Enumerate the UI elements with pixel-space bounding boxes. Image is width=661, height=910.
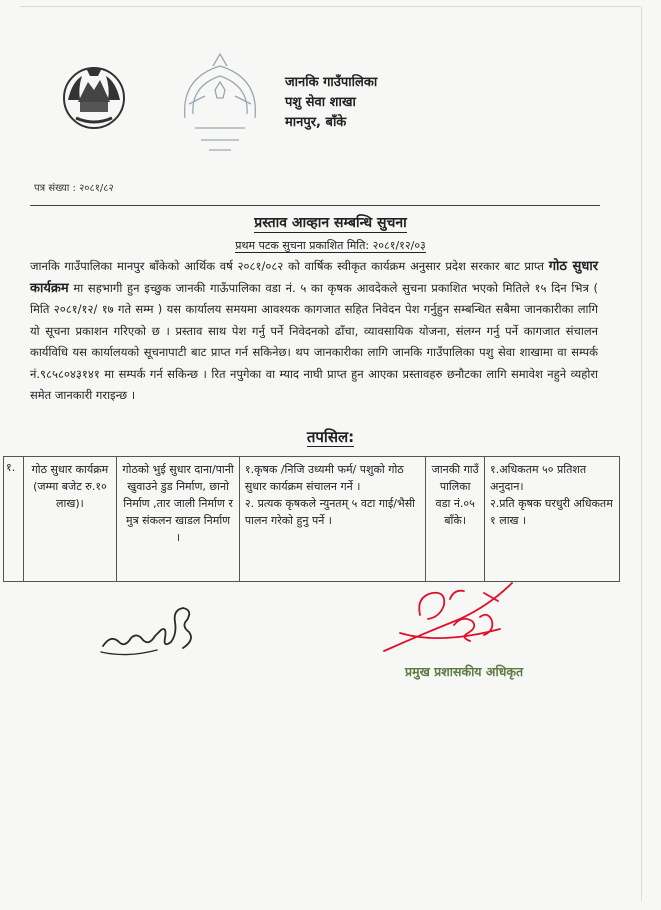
official-signature	[380, 575, 520, 665]
office-name: जानकि गाउँपालिका	[285, 75, 378, 90]
government-emblem-icon	[58, 60, 130, 132]
cell-activities: गोठको भुई सुधार दाना/पानी खुवाउने डुड निर्माण, छानो निर्माण ,तार जाली निर्माण र मुत्र संकलन खाडल निर्माण ।	[117, 457, 240, 582]
body-part-1: जानकि गाउँपालिका मानपुर बाँकेको आर्थिक वर्ष २०८१/०८२ को वार्षिक स्वीकृत कार्यक्रम अनुसार प्रदेश सरकार बाट प्राप्त	[30, 259, 549, 273]
office-header	[285, 73, 377, 133]
notice-body	[30, 256, 598, 407]
cell-program: गोठ सुधार कार्यक्रम (जम्मा बजेट रु.१० लाख)।	[23, 457, 117, 582]
grant-item-2: २.प्रति कृषक घरधुरी अधिकतम १ लाख ।	[490, 497, 613, 527]
office-seal-stamp	[165, 48, 275, 158]
eligibility-item-2: २. प्रत्यक कृषकले न्युनतम् ५ वटा गाई/भैसी पालन गरेको हुनु पर्ने ।	[244, 497, 416, 527]
reference-number: पत्र संख्या : २०८१/८२	[34, 183, 114, 194]
scan-edge-top	[20, 6, 640, 7]
handwritten-initials	[97, 598, 202, 663]
notice-title: प्रस्ताव आव्हान सम्बन्धि सुचना	[254, 215, 407, 231]
header-divider	[30, 205, 600, 206]
cell-serial: १.	[4, 457, 24, 582]
scan-edge-right	[641, 6, 642, 901]
grant-item-1: १.अधिकतम ५० प्रतिशत अनुदान।	[490, 463, 587, 493]
cell-grant	[485, 457, 620, 582]
cell-eligibility	[239, 457, 425, 582]
signatory-title: प्रमुख प्रशासकीय अधिकृत	[405, 664, 524, 679]
cell-location: जानकी गाउँ पालिका वडा नं.०५ बाँके।	[426, 457, 485, 582]
eligibility-item-1: १.कृषक /निजि उध्यमी फर्म/ पशुको गोठ सुधार कार्यक्रम संचालन गर्ने ।	[244, 463, 404, 493]
publication-date-line: प्रथम पटक सुचना प्रकाशित मिति: २०८१/१२/०३	[235, 239, 426, 252]
details-heading: तपसिल:	[306, 428, 355, 446]
body-part-2: मा सहभागी हुन इच्छुक जानकी गाऊँपालिका वडा नं. ५ का कृषक आवदेकले सुचना प्रकाशित भएको मितिले १५ दिन भित्र ( मिति २०८१/१२/ १७ गते सम्म ) यस कार्यालय समयमा आवश्यक कागजात सहित निवेदन पेश गर्नुहुन सम्बन्धित सबैमा जानकारीका लागि यो सूचना प्रकाशन गरिएको छ । प्रस्ताव साथ पेश गर्नु पर्ने निवेदनको ढाँचा, व्यावसायिक योजना, संलग्न गर्नु पर्ने कागजात संचालन कार्यविधि यस कार्यालयको सूचनापाटी बाट प्राप्त गर्न सकिनेछ। थप जानकारीका लागि जानकि गाउँपालिका पशु सेवा शाखामा वा सम्पर्क नं.९८५८०४३१४१ मा सम्पर्क गर्न सकिन्छ । रित नपुगेका वा म्याद नाघी प्राप्त हुन आएका प्रस्तावहरु छनौटका लागि समावेश नहुने व्यहोरा समेत जानकारी गराइन्छ ।	[30, 280, 598, 402]
details-table	[3, 456, 620, 582]
program-name: गोठ सुधार कार्यक्रम	[30, 259, 599, 296]
office-section: पशु सेवा शाखा	[285, 95, 356, 110]
table-row	[4, 457, 620, 582]
office-address: मानपुर, बाँके	[285, 115, 347, 130]
